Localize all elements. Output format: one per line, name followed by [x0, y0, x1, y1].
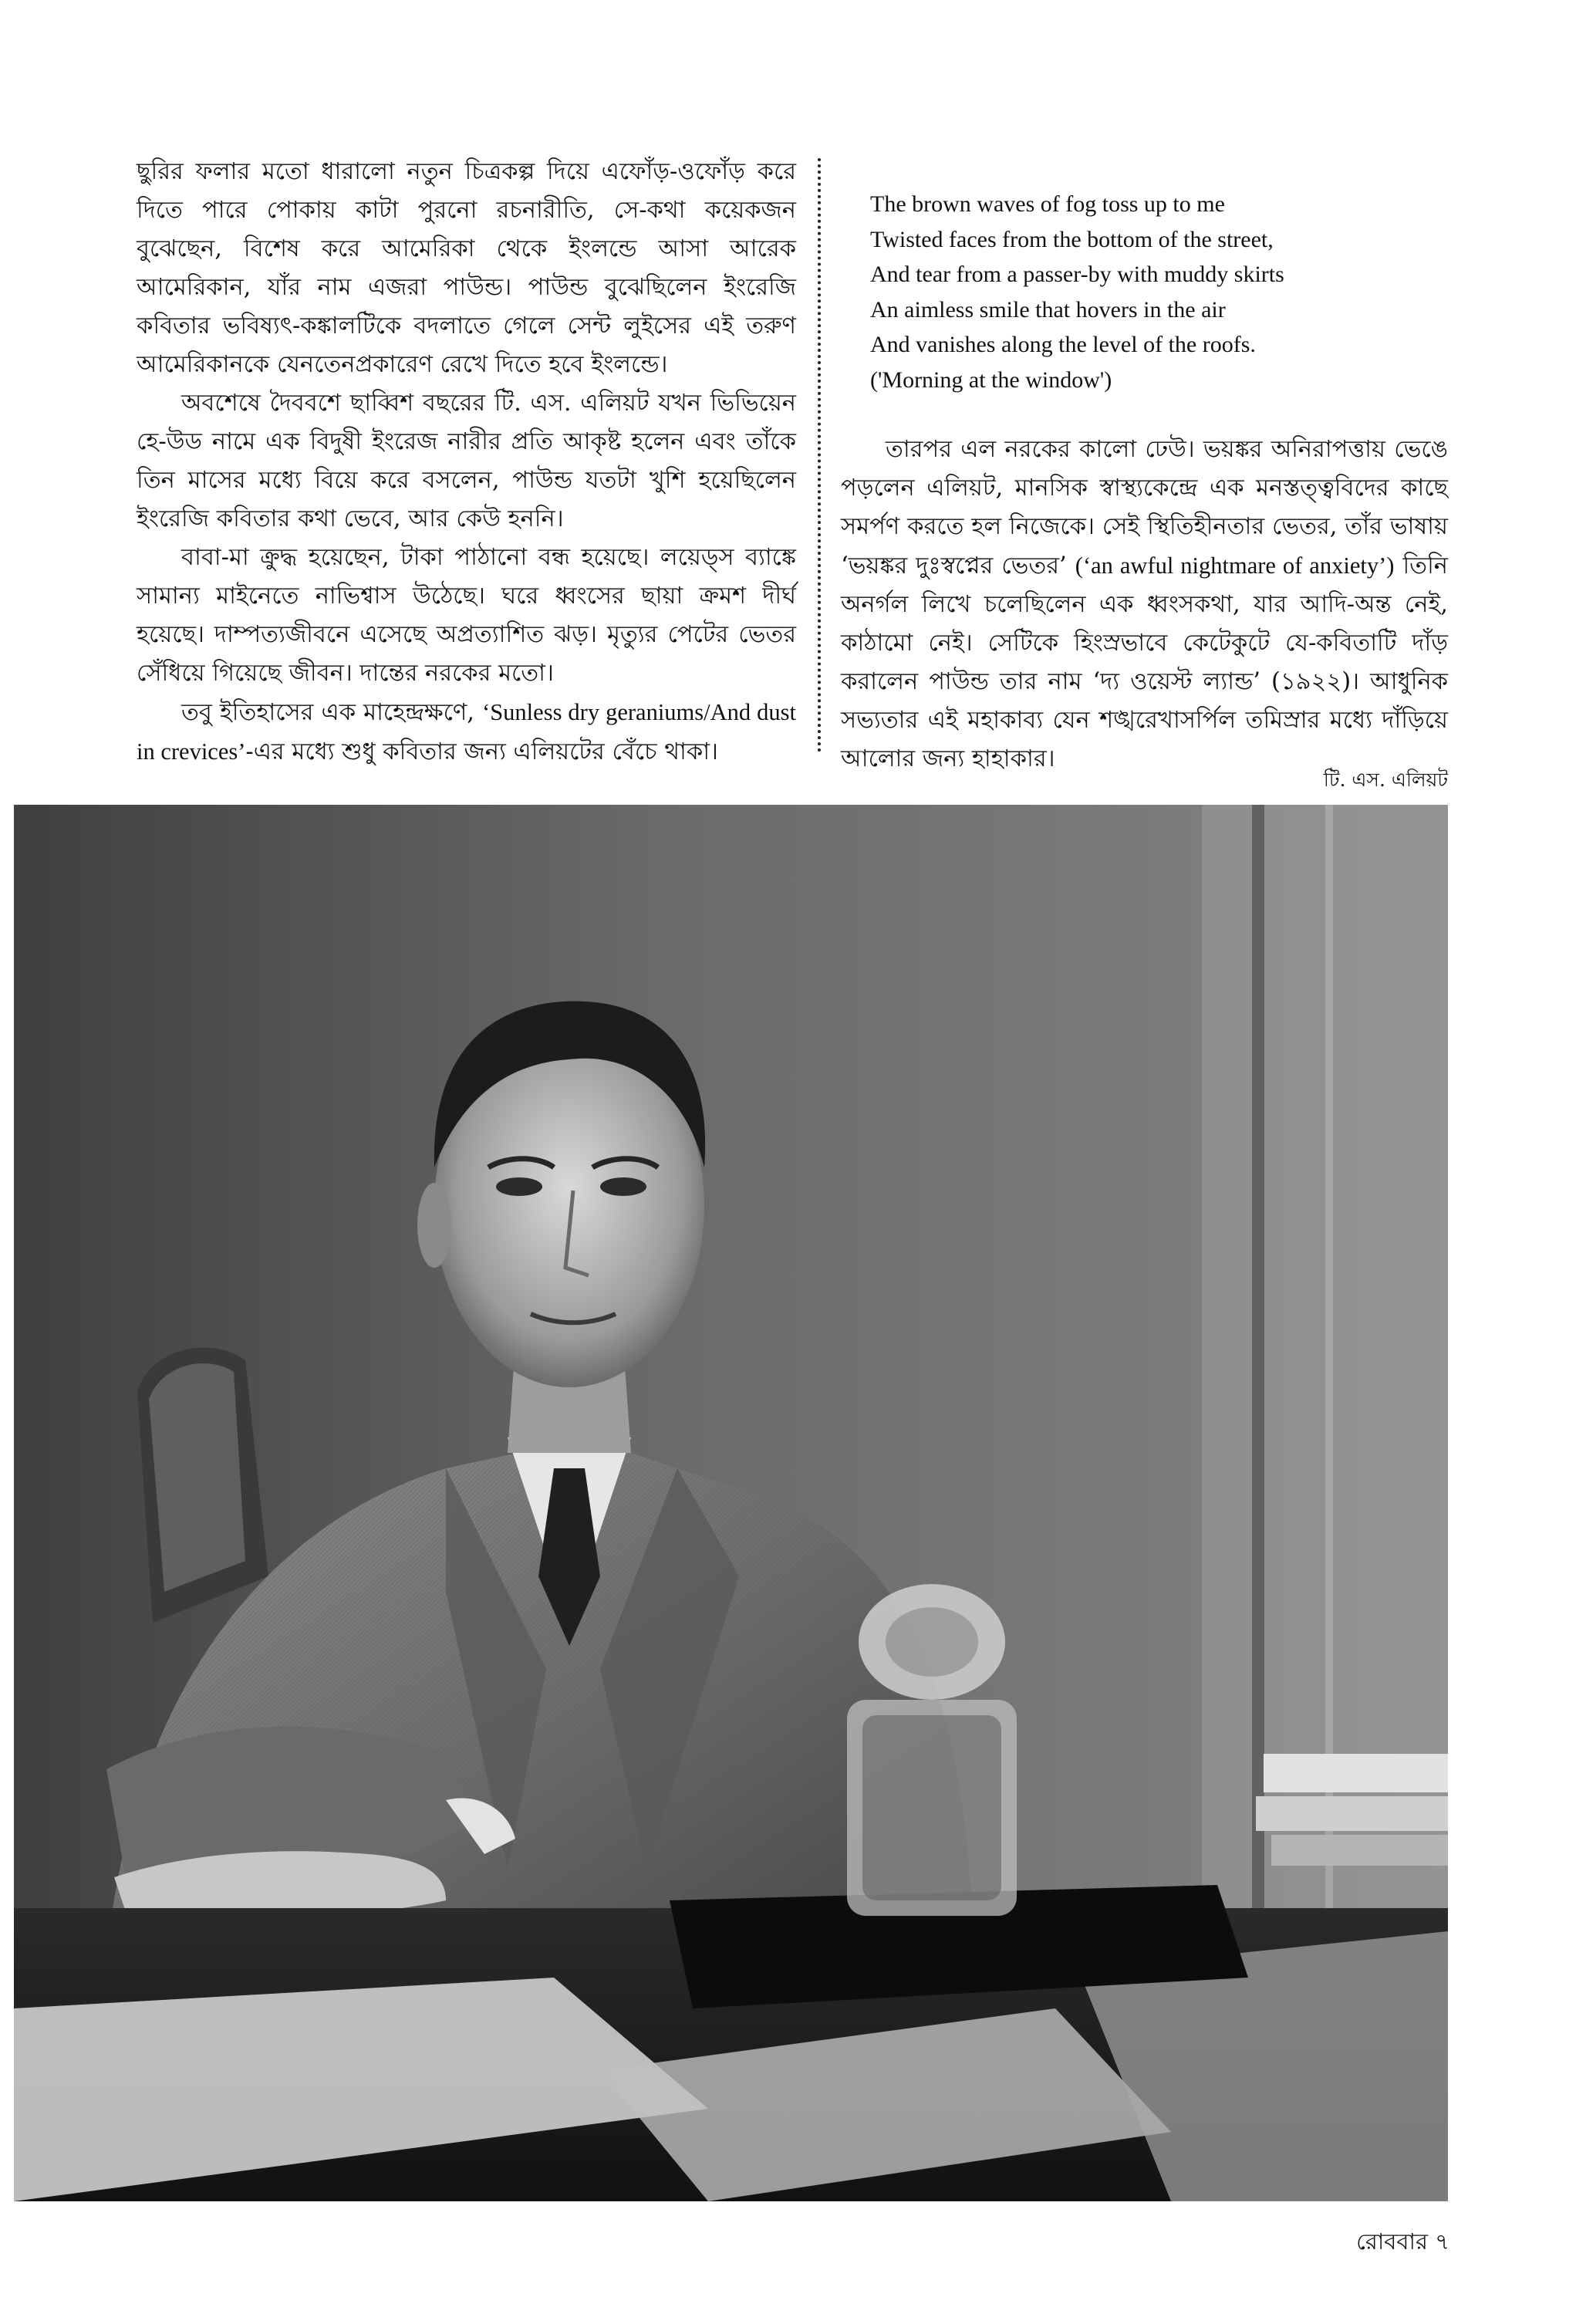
right-paragraph-1-tail: তিনি অনর্গল লিখে চলেছিলেন এক ধ্বংসকথা, যার আদি-অন্ত নেই, কাঠামো নেই। সেটিকে হিংস্রভাবে কেটেকুটে যে-কবিতাটি দাঁড় করালেন পাউন্ড তার নাম ‘দ্য ওয়েস্ট ল্যান্ড’ (১৯২২)। আধুনিক সভ্যতার এই মহাকাব্য যেন শঙ্খরেখাসর্পিল তমিস্রার মধ্যে দাঁড়িয়ে আলোর জন্য হাহাকার। [841, 552, 1448, 772]
portrait-photo [14, 805, 1448, 2201]
poem-line: And tear from a passer-by with muddy skirts [870, 262, 1284, 287]
column-divider [818, 158, 821, 752]
left-paragraph-4-lead: তবু ইতিহাসের এক মাহেন্দ্রক্ষণে, [181, 699, 483, 726]
poem-excerpt [870, 187, 1456, 397]
right-text-column [841, 431, 1448, 779]
page-number: রোববার ৭ [1356, 2228, 1449, 2255]
right-paragraph-1-quote: (‘an awful nightmare of anxiety’) [1075, 552, 1395, 579]
left-paragraph-1: ছুরির ফলার মতো ধারালো নতুন চিত্রকল্প দিয়ে এফোঁড়-ওফোঁড় করে দিতে পারে পোকায় কাটা পুরনো রচনারীতি, সে-কথা কয়েকজন বুঝেছেন, বিশেষ করে আমেরিকা থেকে ইংলন্ডে আসা আরেক আমেরিকান, যাঁর নাম এজরা পাউন্ড। পাউন্ড বুঝেছিলেন ইংরেজি কবিতার ভবিষ্যৎ-কঙ্কালটিকে বদলাতে গেলে সেন্ট লুইসের এই তরুণ আমেরিকানকে যেনতেনপ্রকারেণ রেখে দিতে হবে ইংলন্ডে। [137, 158, 796, 378]
left-paragraph-4-tail: -এর মধ্যে শুধু কবিতার জন্য এলিয়টের বেঁচে থাকা। [245, 738, 718, 765]
left-paragraph-2: অবশেষে দৈববশে ছাব্বিশ বছরের টি. এস. এলিয়ট যখন ভিভিয়েন হে-উড নামে এক বিদুষী ইংরেজ নারীর প্রতি আকৃষ্ট হলেন এবং তাঁকে তিন মাসের মধ্যে বিয়ে করে বসলেন, পাউন্ড যতটা খুশি হয়েছিলেন ইংরেজি কবিতার কথা ভেবে, আর কেউ হননি। [137, 390, 796, 532]
right-paragraph-1 [841, 431, 1448, 779]
photo-caption: টি. এস. এলিয়ট [1323, 768, 1448, 791]
left-paragraph-3: বাবা-মা ক্রুদ্ধ হয়েছেন, টাকা পাঠানো বন্ধ হয়েছে। লয়েড্স ব্যাঙ্কে সামান্য মাইনেতে নাভিশ্বাস উঠেছে। ঘরে ধ্বংসের ছায়া ক্রমশ দীর্ঘ হয়েছে। দাম্পত্যজীবনে এসেছে অপ্রত্যাশিত ঝড়। মৃত্যুর পেটের ভেতর সেঁধিয়ে গিয়েছে জীবন। দান্তের নরকের মতো। [137, 544, 796, 687]
left-paragraph-4-quote: ‘Sunless dry geraniums/And dust in crevices’ [137, 699, 796, 765]
poem-line: Twisted faces from the bottom of the street, [870, 226, 1274, 252]
poem-line: And vanishes along the level of the roofs. [870, 332, 1256, 357]
poem-line: An aimless smile that hovers in the air [870, 296, 1226, 323]
right-paragraph-1-lead: তারপর এল নরকের কালো ঢেউ। ভয়ঙ্কর অনিরাপত্তায় ভেঙে পড়লেন এলিয়ট, মানসিক স্বাস্থ্যকেন্দ্রে এক মনস্তত্ত্ববিদের কাছে সমর্পণ করতে হল নিজেকে। সেই স্থিতিহীনতার ভেতর, তাঁর ভাষায় ‘ভয়ঙ্কর দুঃস্বপ্নের ভেতর’ [841, 436, 1448, 579]
left-text-column [137, 153, 796, 772]
poem-line: The brown waves of fog toss up to me [870, 191, 1225, 217]
left-paragraph-4 [137, 693, 796, 772]
poem-source: ('Morning at the window') [870, 367, 1112, 393]
